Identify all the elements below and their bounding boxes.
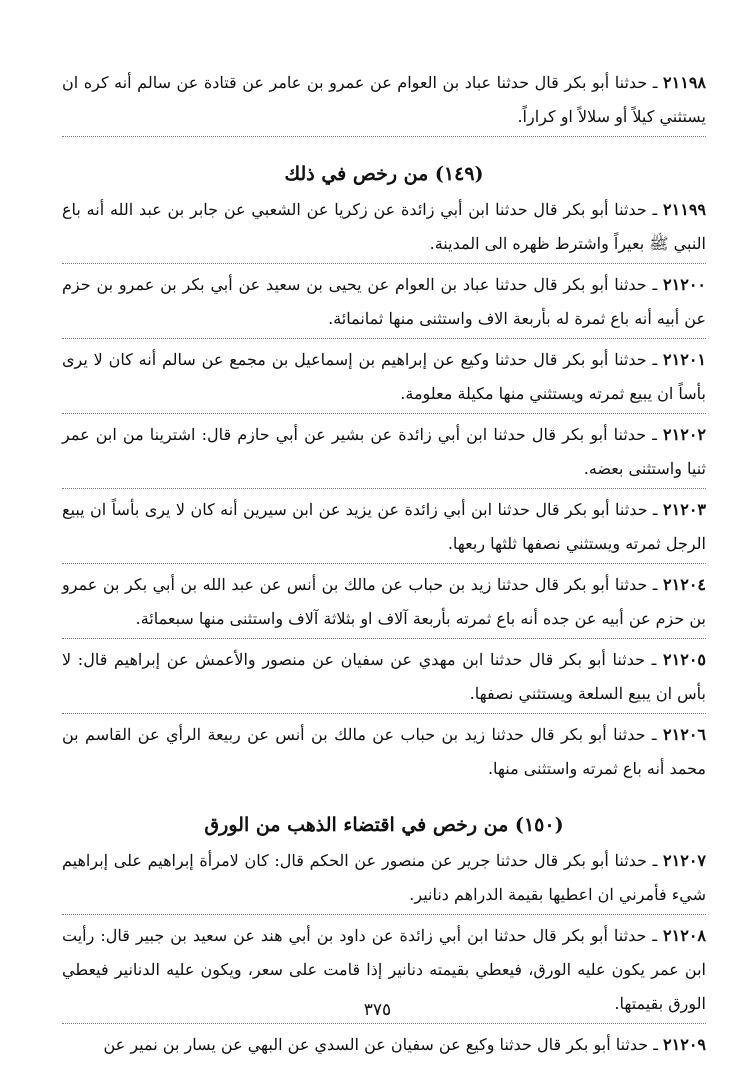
hadith-number: ٢١٢٠٤ [663,575,706,594]
hadith-21203 [62,493,706,564]
hadith-text: ـ حدثنا أبو بكر قال حدثنا ابن مهدي عن سفيان عن منصور والأعمش عن إبراهيم قال: لا بأس ان يبيع السلعة ويستثني نصفها. [62,650,706,703]
page-number: ٣٧٥ [363,1000,392,1020]
hadith-number: ٢١٢٠٢ [663,425,706,444]
hadith-21205 [62,643,706,714]
hadith-number: ٢١١٩٨ [663,73,706,92]
hadith-21200 [62,268,706,339]
hadith-21201 [62,343,706,414]
hadith-text: ـ حدثنا أبو بكر قال حدثنا وكيع عن سفيان عن السدي عن البهي عن يسار بن نمير عن [103,1035,658,1054]
hadith-number: ٢١٢٠٦ [663,725,707,744]
hadith-text: ـ حدثنا أبو بكر قال حدثنا زيد بن حباب عن مالك بن أنس عن عبد الله بن أبي بكر بن عمرو بن حزم عن أبيه عن جده أنه باع ثمرته بأربعة آلاف او بثلاثة آلاف واستثنى منها سبعمائة. [62,575,706,628]
hadith-number: ٢١٢٠٥ [663,650,707,669]
hadith-text: ـ حدثنا أبو بكر قال حدثنا زيد بن حباب عن مالك بن أنس عن ربيعة الرأي عن القاسم بن محمد أنه باع ثمرته واستثنى منها. [62,725,706,778]
hadith-text: ـ حدثنا أبو بكر قال حدثنا ابن أبي زائدة عن داود بن أبي هند عن سعيد بن جبير قال: رأيت ابن عمر يكون عليه الورق، فيعطي بقيمته دنانير إذا قامت على سعر، ويكون عليه الدنانير فيعطي الورق بقيمتها. [62,926,706,1013]
hadith-21209 [62,1028,706,1064]
hadith-number: ٢١٢٠١ [663,350,706,369]
page-body [62,66,706,1068]
section-heading-149: (١٤٩) من رخص في ذلك [284,163,484,185]
hadith-text: ـ حدثنا أبو بكر قال حدثنا عباد بن العوام عن يحيى بن سعيد عن أبي بكر بن عمرو بن حزم عن أبيه أنه باع ثمرة له بأربعة الاف واستثنى منها ثمانمائة. [62,275,706,328]
hadith-text: ـ حدثنا أبو بكر قال حدثنا ابن أبي زائدة عن يزيد عن ابن سيرين أنه كان لا يرى بأساً ان يبيع الرجل ثمرته ويستثني نصفها ثلثها ربعها. [62,500,706,553]
hadith-text: ـ حدثنا أبو بكر قال حدثنا عباد بن العوام عن عمرو بن عامر عن قتادة عن سالم أنه كره ان يستثني كيلاً أو سلالاً او كراراً. [62,73,706,126]
hadith-number: ٢١٢٠٨ [663,926,706,945]
hadith-number: ٢١٢٠٠ [663,275,707,294]
hadith-number: ٢١١٩٩ [663,200,706,219]
hadith-text: ـ حدثنا أبو بكر قال حدثنا ابن أبي زائدة عن زكريا عن الشعبي عن جابر بن عبد الله أنه باع النبي ﷺ بعيراً واشترط ظهره الى المدينة. [62,200,706,253]
hadith-text: ـ حدثنا أبو بكر قال حدثنا ابن أبي زائدة عن بشير عن أبي حازم قال: اشترينا من ابن عمر ثنيا واستثنى بعضه. [62,425,706,478]
section-heading-150: (١٥٠) من رخص في اقتضاء الذهب من الورق [204,814,564,836]
hadith-21198 [62,66,706,137]
hadith-number: ٢١٢٠٩ [663,1035,706,1054]
hadith-text: ـ حدثنا أبو بكر قال حدثنا جرير عن منصور عن الحكم قال: كان لامرأة إبراهيم على إبراهيم شيء فأمرني ان اعطيها بقيمة الدراهم دنانير. [62,851,706,904]
hadith-21204 [62,568,706,639]
hadith-number: ٢١٢٠٧ [663,851,706,870]
hadith-number: ٢١٢٠٣ [663,500,706,519]
hadith-text: ـ حدثنا أبو بكر قال حدثنا وكيع عن إبراهيم بن إسماعيل بن مجمع عن سالم أنه كان لا يرى بأساً ان يبيع ثمرته ويستثني منها مكيلة معلومة. [62,350,706,403]
hadith-21207 [62,844,706,915]
hadith-21199 [62,193,706,264]
hadith-21202 [62,418,706,489]
hadith-21206 [62,718,706,788]
